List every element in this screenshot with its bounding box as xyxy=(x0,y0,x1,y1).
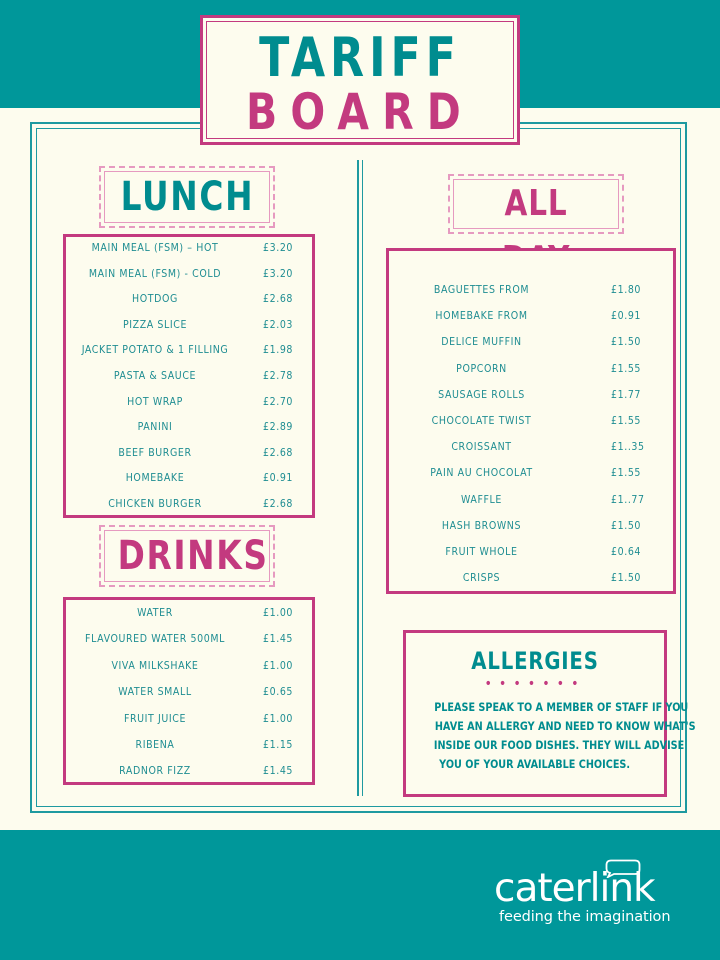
menu-item-row xyxy=(66,735,312,755)
menu-item-name: PASTA & SAUCE xyxy=(113,370,197,382)
menu-item-price: £2.78 xyxy=(263,370,294,382)
menu-item-name: HOMEBAKE FROM xyxy=(435,310,528,323)
allergies-heading: ALLERGIES xyxy=(471,647,599,675)
menu-item-row xyxy=(66,238,312,258)
drinks-heading: DRINKS xyxy=(99,525,275,587)
menu-item-price: £1.80 xyxy=(611,284,642,296)
menu-item-name: JACKET POTATO & 1 FILLING xyxy=(81,344,229,357)
menu-item-row xyxy=(66,494,312,514)
all-day-price-list xyxy=(386,248,676,594)
menu-item-price: £1.45 xyxy=(263,633,294,646)
lunch-heading: LUNCH xyxy=(99,166,275,228)
menu-item-row xyxy=(389,411,673,431)
menu-item-name: PIZZA SLICE xyxy=(122,318,188,331)
menu-item-name: CRISPS xyxy=(462,572,501,585)
menu-item-name: HASH BROWNS xyxy=(441,519,522,532)
menu-item-price: £2.70 xyxy=(263,395,294,408)
menu-item-price: £1..77 xyxy=(611,493,645,506)
allergies-line: PLEASE SPEAK TO A MEMBER OF STAFF IF YOU xyxy=(434,700,689,714)
title-box xyxy=(200,15,520,145)
menu-item-row xyxy=(66,709,312,729)
menu-item-row xyxy=(66,392,312,412)
menu-item-row xyxy=(66,603,312,623)
lunch-price-list xyxy=(63,234,315,518)
menu-item-price: £3.20 xyxy=(263,267,294,280)
menu-item-price: £2.89 xyxy=(263,421,294,434)
menu-item-row xyxy=(389,385,673,405)
allergies-line: YOU OF YOUR AVAILABLE CHOICES. xyxy=(439,757,631,771)
allergies-notice xyxy=(403,630,696,797)
menu-item-name: MAIN MEAL (FSM) – HOT xyxy=(91,242,219,254)
menu-item-price: £1.00 xyxy=(263,659,294,672)
menu-item-price: £0.91 xyxy=(263,472,294,485)
menu-item-row xyxy=(389,516,673,536)
menu-item-name: DELICE MUFFIN xyxy=(441,336,522,349)
menu-item-row xyxy=(66,289,312,309)
menu-item-row xyxy=(389,568,673,588)
menu-item-name: CHOCOLATE TWIST xyxy=(431,415,532,427)
menu-item-price: £1.55 xyxy=(611,467,642,480)
menu-item-name: HOT WRAP xyxy=(127,395,183,408)
menu-item-price: £1.00 xyxy=(263,712,294,725)
menu-item-price: £1.55 xyxy=(611,362,642,375)
menu-item-name: WATER SMALL xyxy=(118,686,192,699)
menu-item-row xyxy=(66,656,312,676)
menu-item-row xyxy=(66,340,312,360)
menu-item-row xyxy=(66,366,312,386)
menu-item-name: FLAVOURED WATER 500ML xyxy=(85,633,225,646)
allergies-line: HAVE AN ALLERGY AND NEED TO KNOW WHAT'S xyxy=(434,719,696,733)
menu-item-price: £1.55 xyxy=(611,415,642,427)
menu-item-name: PAIN AU CHOCOLAT xyxy=(430,467,533,480)
all-day-heading: ALL xyxy=(448,174,624,234)
menu-item-name: HOMEBAKE xyxy=(125,472,185,485)
dot-divider: ••••••• xyxy=(484,676,586,692)
column-divider xyxy=(357,160,359,796)
menu-item-name: FRUIT WHOLE xyxy=(445,546,518,558)
menu-item-price: £1.00 xyxy=(263,607,294,619)
menu-item-name: CHICKEN BURGER xyxy=(108,498,202,510)
menu-item-price: £1.45 xyxy=(263,765,294,778)
menu-item-name: BAGUETTES FROM xyxy=(433,284,530,296)
menu-item-name: VIVA MILKSHAKE xyxy=(111,659,199,672)
menu-item-price: £1.98 xyxy=(263,344,294,357)
menu-item-price: £2.03 xyxy=(263,318,294,331)
menu-item-row xyxy=(389,280,673,300)
menu-item-row xyxy=(66,682,312,702)
menu-item-price: £2.68 xyxy=(263,446,294,459)
menu-item-price: £0.91 xyxy=(611,310,642,323)
menu-item-price: £1..35 xyxy=(611,441,645,454)
menu-item-row xyxy=(66,629,312,649)
menu-item-name: MAIN MEAL (FSM) - COLD xyxy=(88,267,222,280)
brand-name: caterlink xyxy=(494,866,655,911)
menu-item-row xyxy=(66,315,312,335)
menu-item-row xyxy=(389,332,673,352)
menu-item-name: BEEF BURGER xyxy=(118,446,192,459)
drinks-price-list xyxy=(63,597,315,785)
menu-item-name: FRUIT JUICE xyxy=(123,712,187,725)
menu-item-row xyxy=(66,761,312,781)
menu-item-row xyxy=(389,463,673,483)
menu-item-price: £2.68 xyxy=(263,293,294,306)
menu-item-price: £0.65 xyxy=(263,686,294,699)
menu-item-price: £0.64 xyxy=(611,546,642,558)
menu-item-price: £1.50 xyxy=(611,519,642,532)
column-divider-thin xyxy=(362,160,363,796)
title-tariff: TARIFF xyxy=(259,26,461,89)
menu-item-name: WAFFLE xyxy=(461,493,502,506)
menu-item-name: POPCORN xyxy=(456,362,507,375)
menu-item-row xyxy=(66,264,312,284)
title-board: BOARD xyxy=(246,83,474,141)
menu-item-row xyxy=(66,443,312,463)
menu-item-price: £1.50 xyxy=(611,336,642,349)
menu-item-row xyxy=(389,490,673,510)
menu-item-name: SAUSAGE ROLLS xyxy=(438,388,525,401)
menu-item-row xyxy=(389,306,673,326)
menu-item-name: WATER xyxy=(137,607,173,619)
menu-item-row xyxy=(389,359,673,379)
menu-item-price: £1.50 xyxy=(611,572,642,585)
menu-item-row xyxy=(66,417,312,437)
menu-item-name: PANINI xyxy=(137,421,173,434)
menu-item-name: HOTDOG xyxy=(132,293,178,306)
menu-item-row xyxy=(389,437,673,457)
menu-item-name: RADNOR FIZZ xyxy=(119,765,191,778)
menu-item-price: £1.77 xyxy=(611,388,642,401)
menu-item-price: £2.68 xyxy=(263,498,294,510)
menu-item-name: CROISSANT xyxy=(451,441,512,454)
menu-item-row xyxy=(66,468,312,488)
menu-item-price: £1.15 xyxy=(263,739,294,751)
caterlink-logo xyxy=(492,858,682,928)
allergies-line: INSIDE OUR FOOD DISHES. THEY WILL ADVISE xyxy=(433,738,685,752)
allergies-text xyxy=(410,698,696,774)
brand-tagline: feeding the imagination xyxy=(499,909,671,925)
menu-item-row xyxy=(389,542,673,562)
menu-item-name: RIBENA xyxy=(135,739,175,751)
menu-item-price: £3.20 xyxy=(263,242,294,254)
